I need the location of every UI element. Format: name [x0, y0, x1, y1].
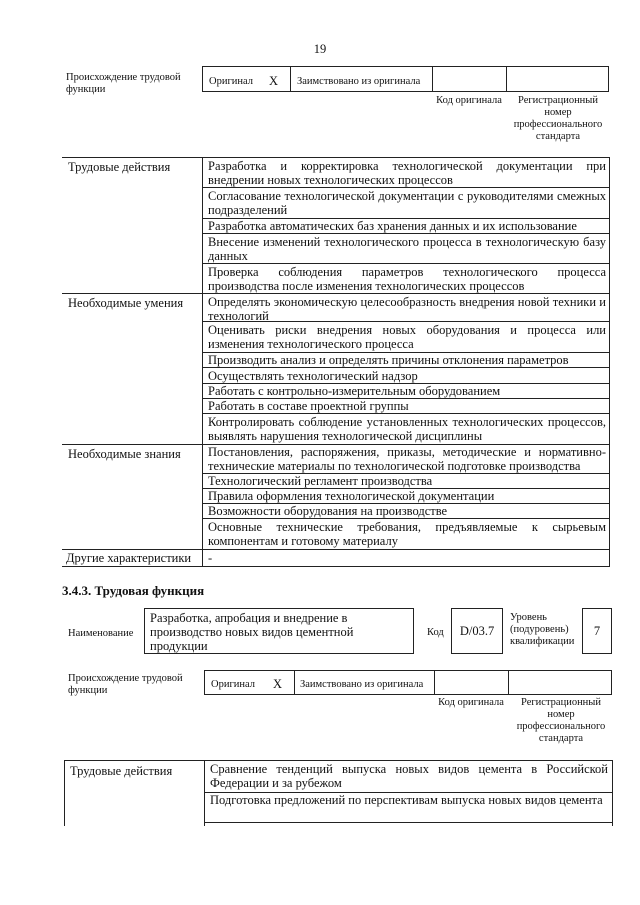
- code-value: D/03.7: [459, 624, 495, 638]
- code-original-label: Код оригинала: [436, 95, 502, 106]
- name-label: Наименование: [68, 628, 134, 639]
- knowledge-item: Основные технические требования, предъявляемые к сырьевым компонентам и готовому материалу: [208, 520, 606, 548]
- borrowed-label: Заимствовано из оригинала: [300, 679, 424, 690]
- code-label: Код: [427, 627, 444, 638]
- origin-label: Происхождение трудовой функции: [66, 72, 181, 95]
- knowledge-item: Технологический регламент производства: [208, 474, 433, 488]
- labour-action-item: Разработка и корректировка технологической документации при внедрении новых технологических процессов: [208, 159, 606, 187]
- knowledge-item: Правила оформления технологической документации: [208, 489, 495, 503]
- level-value: 7: [593, 624, 601, 638]
- name-value: Разработка, апробация и внедрение в производство новых видов цементной продукции: [150, 611, 354, 653]
- labour-action-item: Разработка автоматических баз хранения данных и их использование: [208, 219, 577, 233]
- skill-item: Осуществлять технологический надзор: [208, 369, 418, 383]
- reg-number-label: Регистрационный номер профессионального стандарта: [513, 95, 603, 142]
- labour-action-item: Согласование технологической документации с руководителями смежных подразделений: [208, 189, 606, 217]
- borrowed-label: Заимствовано из оригинала: [297, 76, 421, 87]
- other-value: -: [208, 551, 213, 565]
- knowledge-item: Постановления, распоряжения, приказы, методические и нормативно-технические материалы по технологической подготовке производства: [208, 445, 606, 473]
- skill-item: Работать с контрольно-измерительным оборудованием: [208, 384, 501, 398]
- code-original-label: Код оригинала: [438, 697, 504, 708]
- labour-actions-label: Трудовые действия: [70, 764, 173, 778]
- labour-action-item: Проверка соблюдения параметров технологического процесса производства после изменения технологических процессов: [208, 265, 606, 293]
- knowledge-label: Необходимые знания: [68, 447, 181, 461]
- section-heading: 3.4.3. Трудовая функция: [62, 583, 205, 598]
- labour-action-item: Подготовка предложений по перспективам выпуска новых видов цемента: [210, 793, 603, 807]
- labour-action-item: Сравнение тенденций выпуска новых видов цемента в Российской Федерации и за рубежом: [210, 762, 608, 790]
- labour-actions-label: Трудовые действия: [68, 160, 171, 174]
- level-label: Уровень (подуровень) квалификации: [510, 612, 575, 647]
- original-label: Оригинал: [211, 679, 255, 690]
- knowledge-item: Возможности оборудования на производстве: [208, 504, 448, 518]
- original-mark: X: [273, 677, 283, 691]
- skill-item: Производить анализ и определять причины отклонения параметров: [208, 353, 569, 367]
- reg-number-label: Регистрационный номер профессионального стандарта: [516, 697, 606, 744]
- skill-item: Определять экономическую целесообразность внедрения новой техники и технологий: [208, 295, 606, 323]
- other-label: Другие характеристики: [66, 551, 192, 565]
- labour-action-item: Внесение изменений технологического процесса в технологическую базу данных: [208, 235, 606, 263]
- origin-label: Происхождение трудовой функции: [68, 673, 183, 696]
- skill-item: Оценивать риски внедрения новых оборудования и процесса или изменения технологического процесса: [208, 323, 606, 351]
- original-mark: X: [269, 74, 279, 88]
- skill-item: Работать в составе проектной группы: [208, 399, 409, 413]
- skills-label: Необходимые умения: [68, 296, 184, 310]
- skill-item: Контролировать соблюдение установленных технологических процессов, выявлять нарушения технологической дисциплины: [208, 415, 606, 443]
- page-number: 19: [313, 42, 327, 56]
- original-label: Оригинал: [209, 76, 253, 87]
